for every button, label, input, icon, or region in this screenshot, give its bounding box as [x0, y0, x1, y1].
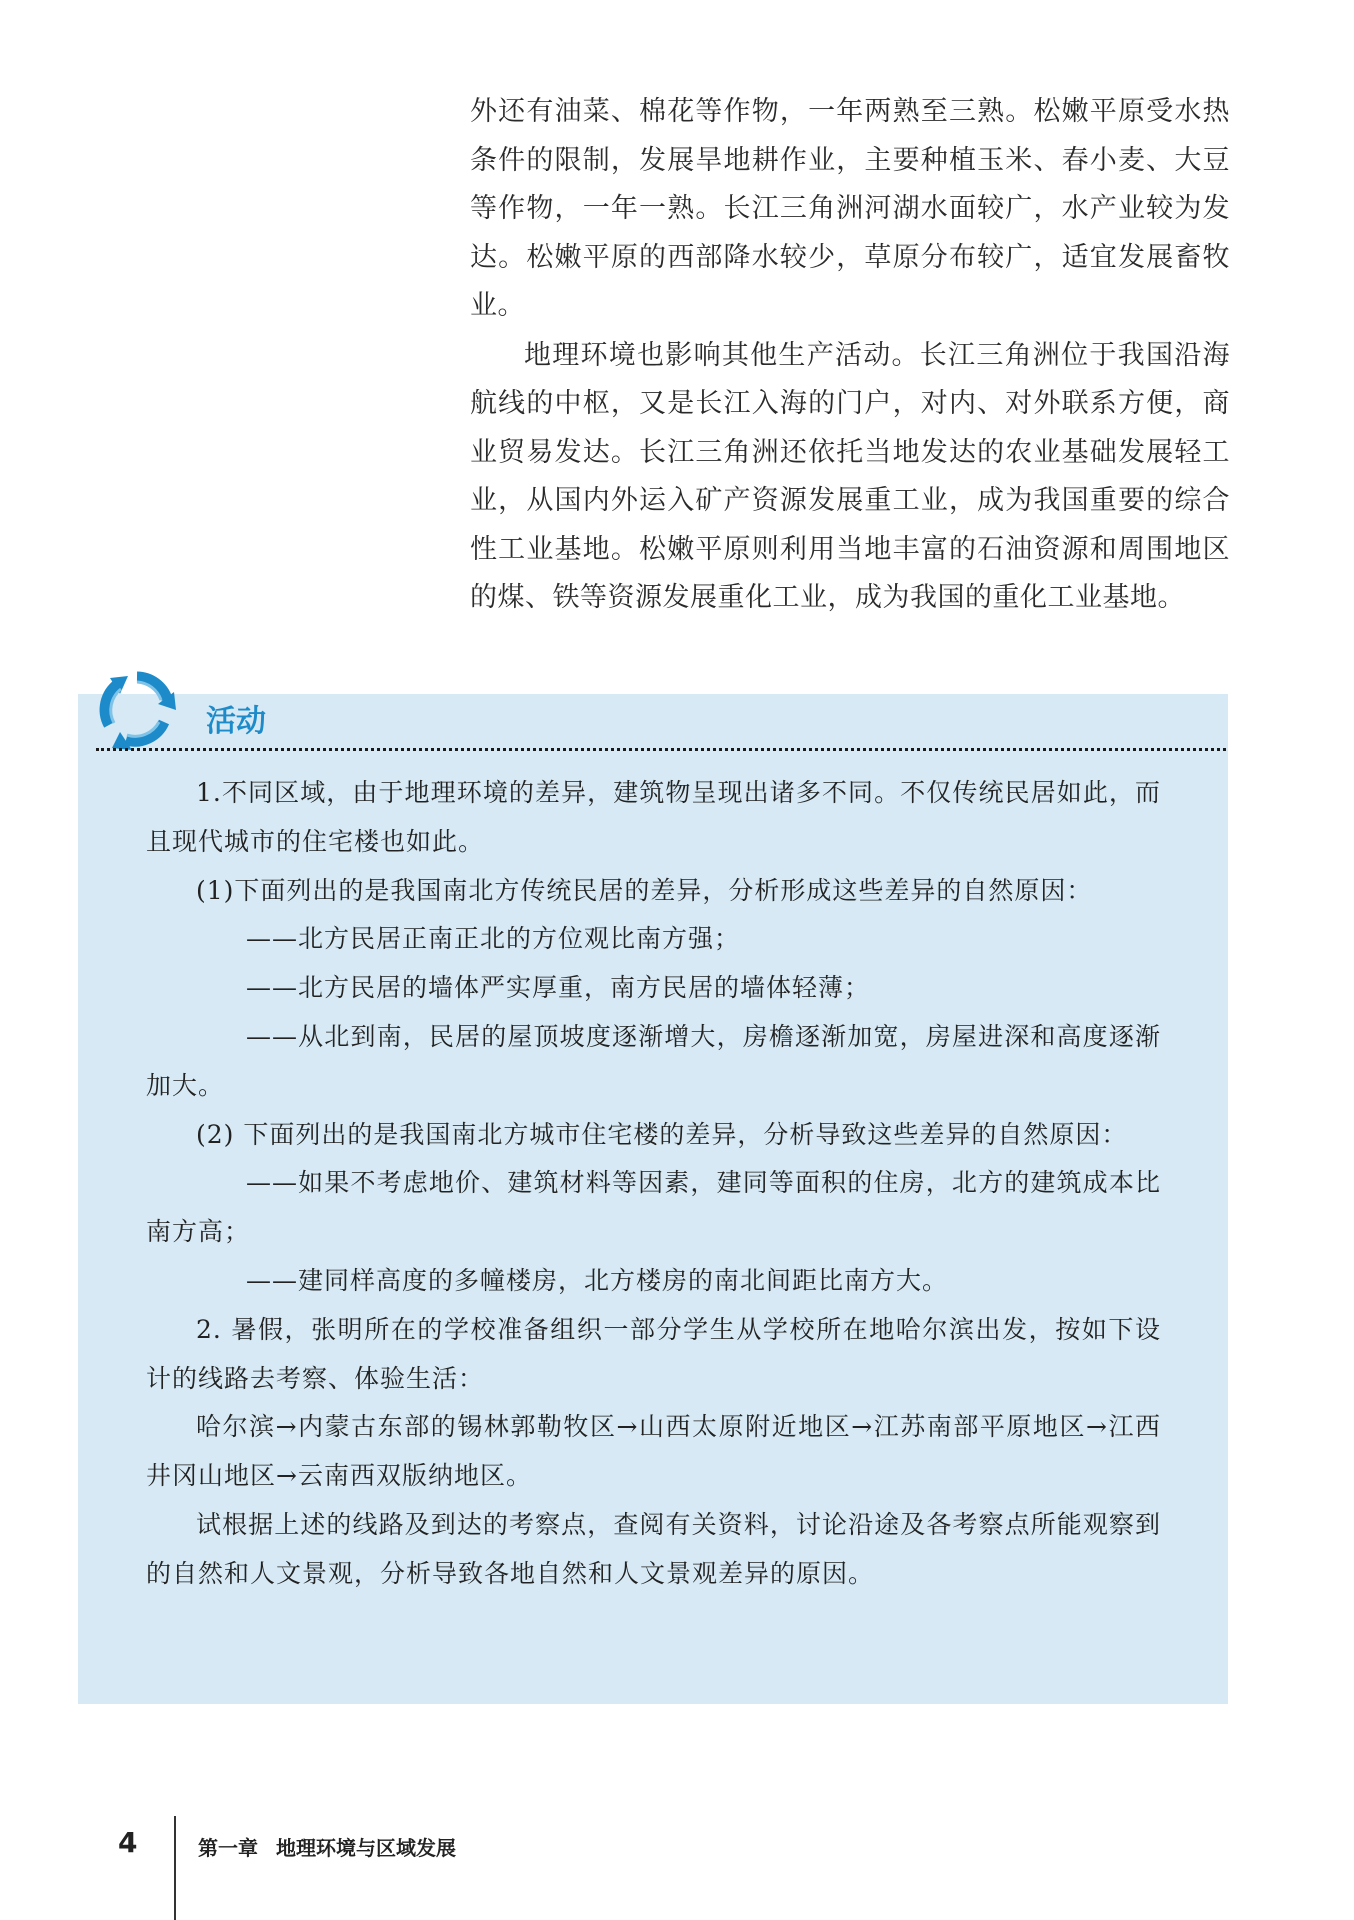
activity-task: 试根据上述的线路及到达的考察点，查阅有关资料，讨论沿途及各考察点所能观察到的自然和人文景观，分析导致各地自然和人文景观差异的原因。	[146, 1509, 1161, 1588]
activity-item-1-2: (2) 下面列出的是我国南北方城市住宅楼的差异，分析导致这些差异的自然原因：	[196, 1119, 1128, 1149]
activity-dash-item: ——从北到南，民居的屋顶坡度逐渐增大，房檐逐渐加宽，房屋进深和高度逐渐加大。	[146, 1021, 1161, 1100]
activity-dash-item: ——建同样高度的多幢楼房，北方楼房的南北间距比南方大。	[246, 1265, 949, 1295]
activity-item-1: 1.不同区域，由于地理环境的差异，建筑物呈现出诸多不同。不仅传统民居如此，而且现代城市的住宅楼也如此。	[146, 778, 1161, 856]
activity-item-1-1: (1)下面列出的是我国南北方传统民居的差异，分析形成这些差异的自然原因：	[196, 875, 1093, 905]
chapter-title: 地理环境与区域发展	[276, 1836, 456, 1860]
activity-dash-item: ——北方民居正南正北的方位观比南方强；	[246, 924, 741, 954]
page-number: 4	[118, 1826, 138, 1859]
activity-divider	[96, 748, 1226, 751]
main-body-text	[470, 88, 1230, 623]
chapter-label: 第一章	[198, 1836, 258, 1860]
activity-item-2: 2. 暑假，张明所在的学校准备组织一部分学生从学校所在地哈尔滨出发，按如下设计的线路去考察、体验生活：	[146, 1314, 1161, 1393]
footer-divider	[174, 1816, 176, 1920]
footer-chapter	[198, 1832, 456, 1861]
cycle-arrows-icon	[96, 668, 178, 750]
activity-dash-item: ——如果不考虑地价、建筑材料等因素，建同等面积的住房，北方的建筑成本比南方高；	[146, 1168, 1161, 1247]
paragraph-agriculture: 外还有油菜、棉花等作物，一年两熟至三熟。松嫩平原受水热条件的限制，发展旱地耕作业，主要种植玉米、春小麦、大豆等作物，一年一熟。长江三角洲河湖水面较广，水产业较为发达。松嫩平原的西部降水较少，草原分布较广，适宜发展畜牧业。	[470, 96, 1230, 321]
paragraph-industry: 地理环境也影响其他生产活动。长江三角洲位于我国沿海航线的中枢，又是长江入海的门户，对内、对外联系方便，商业贸易发达。长江三角洲还依托当地发达的农业基础发展轻工业，从国内外运入矿产资源发展重工业，成为我国重要的综合性工业基地。松嫩平原则利用当地丰富的石油资源和周围地区的煤、铁等资源发展重化工业，成为我国的重化工业基地。	[470, 339, 1230, 613]
activity-header	[96, 666, 1226, 756]
activity-dash-item: ——北方民居的墙体严实厚重，南方民居的墙体轻薄；	[246, 973, 871, 1003]
activity-content	[146, 769, 1161, 1599]
activity-title: 活动	[206, 704, 266, 739]
activity-route: 哈尔滨→内蒙古东部的锡林郭勒牧区→山西太原附近地区→江苏南部平原地区→江西井冈山地区→云南西双版纳地区。	[146, 1412, 1161, 1491]
